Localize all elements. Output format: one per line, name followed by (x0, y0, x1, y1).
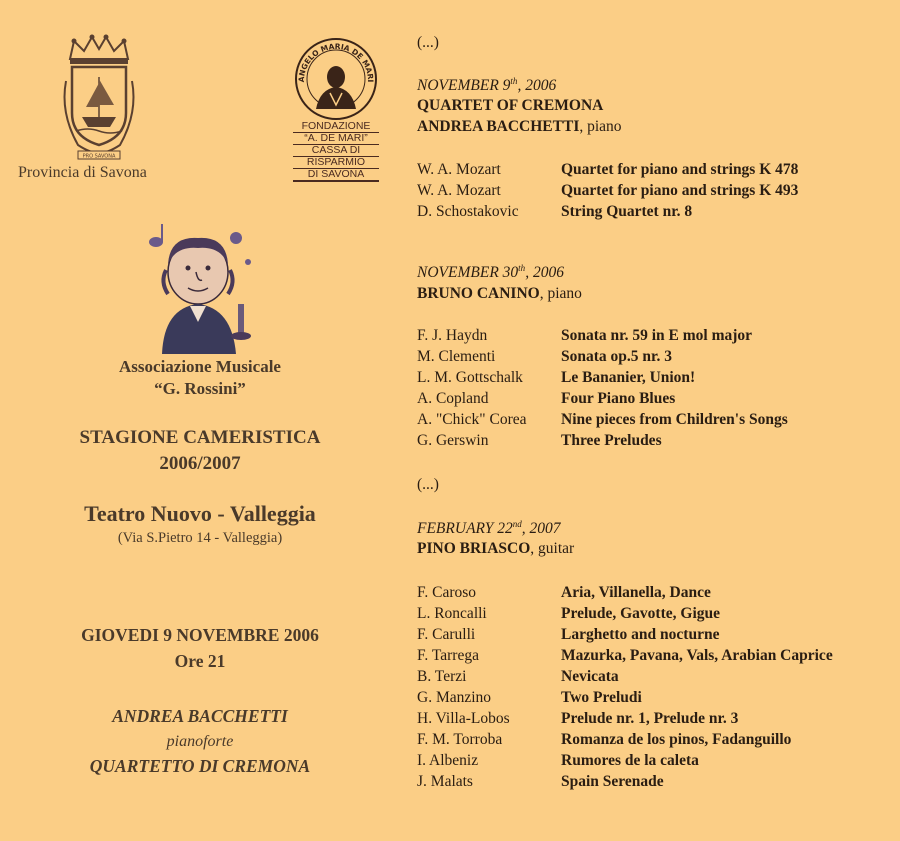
ensemble-name: QUARTETTO DI CREMONA (89, 756, 311, 776)
work: Spain Serenade (561, 773, 664, 790)
composer: L. Roncalli (417, 605, 487, 622)
associazione-line1: Associazione Musicale (119, 357, 281, 376)
teatro-title: Teatro Nuovo - Valleggia (84, 501, 316, 526)
program-item (417, 388, 900, 409)
program-item (417, 771, 900, 792)
program-item (417, 325, 900, 346)
associazione-line2: “G. Rossini” (154, 379, 246, 398)
work: Sonata nr. 59 in E mol major (561, 327, 753, 344)
composer: L. M. Gottschalk (417, 369, 523, 386)
composer: F. J. Haydn (417, 327, 488, 344)
rossini-caricature-image (140, 222, 258, 354)
composer: I. Albeniz (417, 752, 479, 769)
concert-performer: QUARTET OF CREMONA (417, 97, 604, 114)
artist-instrument: pianoforte (166, 733, 234, 750)
composer: B. Terzi (417, 668, 467, 685)
teatro-address: (Via S.Pietro 14 - Valleggia) (117, 530, 283, 546)
work: Quartet for piano and strings K 493 (561, 182, 799, 199)
program-item (417, 180, 900, 201)
composer: G. Gerswin (417, 432, 489, 449)
provincia-crest-logo (58, 33, 140, 161)
associazione-title (0, 356, 400, 400)
program-item (417, 729, 900, 750)
program-item (417, 687, 900, 708)
program-item (417, 582, 900, 603)
left-column (0, 0, 400, 841)
composer: J. Malats (417, 773, 473, 790)
composer: W. A. Mozart (417, 161, 501, 178)
work: Three Preludes (561, 432, 662, 449)
work: Rumores de la caleta (561, 752, 699, 769)
composer: A. Copland (417, 390, 489, 407)
work: Four Piano Blues (561, 390, 676, 407)
fondazione-seal-logo (294, 37, 378, 121)
work: Larghetto and nocturne (561, 626, 720, 643)
work: Romanza de los pinos, Fadanguillo (561, 731, 792, 748)
composer: F. Caroso (417, 584, 477, 601)
composer: F. Tarrega (417, 647, 479, 664)
program-item (417, 346, 900, 367)
program-item (417, 201, 900, 222)
event-artists (0, 704, 400, 779)
program-item (417, 666, 900, 687)
fondazione-line: RISPARMIO (293, 157, 379, 169)
composer: F. M. Torroba (417, 731, 503, 748)
composer: D. Schostakovic (417, 203, 519, 220)
program-item (417, 159, 900, 180)
stagione-line1: STAGIONE CAMERISTICA (79, 427, 321, 448)
work: Nevicata (561, 668, 619, 685)
program-item (417, 750, 900, 771)
composer: A. "Chick" Corea (417, 411, 527, 428)
work: Le Bananier, Union! (561, 369, 696, 386)
work: Mazurka, Pavana, Vals, Arabian Caprice (561, 647, 833, 664)
composer: W. A. Mozart (417, 182, 501, 199)
composer: F. Carulli (417, 626, 476, 643)
crest-motto: PRO SAVONA (82, 153, 116, 160)
program-item (417, 708, 900, 729)
event-day: GIOVEDI 9 NOVEMBRE 2006 (81, 625, 319, 645)
program-item (417, 624, 900, 645)
composer: G. Manzino (417, 689, 492, 706)
concert-performer: ANDREA BACCHETTI, piano (417, 118, 622, 135)
work: Nine pieces from Children's Songs (561, 411, 788, 428)
composer: H. Villa-Lobos (417, 710, 510, 727)
artist-name: ANDREA BACCHETTI (112, 706, 288, 726)
program-item (417, 409, 900, 430)
concert-date: NOVEMBER 30th, 2006 (417, 263, 564, 282)
stagione-title (0, 425, 400, 477)
work: Two Preludi (561, 689, 642, 706)
program-list (417, 159, 900, 222)
provincia-label: Provincia di Savona (18, 164, 147, 181)
event-date (0, 622, 400, 674)
work: Aria, Villanella, Dance (561, 584, 711, 601)
program-item (417, 367, 900, 388)
work: Sonata op.5 nr. 3 (561, 348, 672, 365)
concert-date: FEBRUARY 22nd, 2007 (417, 519, 561, 538)
program-list (417, 582, 900, 792)
work: String Quartet nr. 8 (561, 203, 693, 220)
ellipsis-middle: (...) (417, 476, 439, 493)
fondazione-line: FONDAZIONE (293, 121, 379, 133)
work: Prelude, Gavotte, Gigue (561, 605, 720, 622)
work: Quartet for piano and strings K 478 (561, 161, 799, 178)
composer: M. Clementi (417, 348, 496, 365)
fondazione-line: DI SAVONA (293, 169, 379, 182)
fondazione-line: “A. DE MARI” (293, 133, 379, 145)
fondazione-seal-text: ANGELO MARIA DE MARI (296, 41, 376, 83)
program-item (417, 430, 900, 451)
program-list (417, 325, 900, 451)
event-time: Ore 21 (174, 651, 226, 671)
ellipsis-top: (...) (417, 34, 439, 51)
program-item (417, 603, 900, 624)
concert-performer: PINO BRIASCO, guitar (417, 540, 575, 557)
work: Prelude nr. 1, Prelude nr. 3 (561, 710, 739, 727)
stagione-line2: 2006/2007 (159, 453, 241, 474)
concert-date: NOVEMBER 9th, 2006 (417, 76, 557, 95)
fondazione-line: CASSA DI (293, 145, 379, 157)
fondazione-label (293, 121, 379, 182)
program-item (417, 645, 900, 666)
concert-performer: BRUNO CANINO, piano (417, 285, 582, 302)
